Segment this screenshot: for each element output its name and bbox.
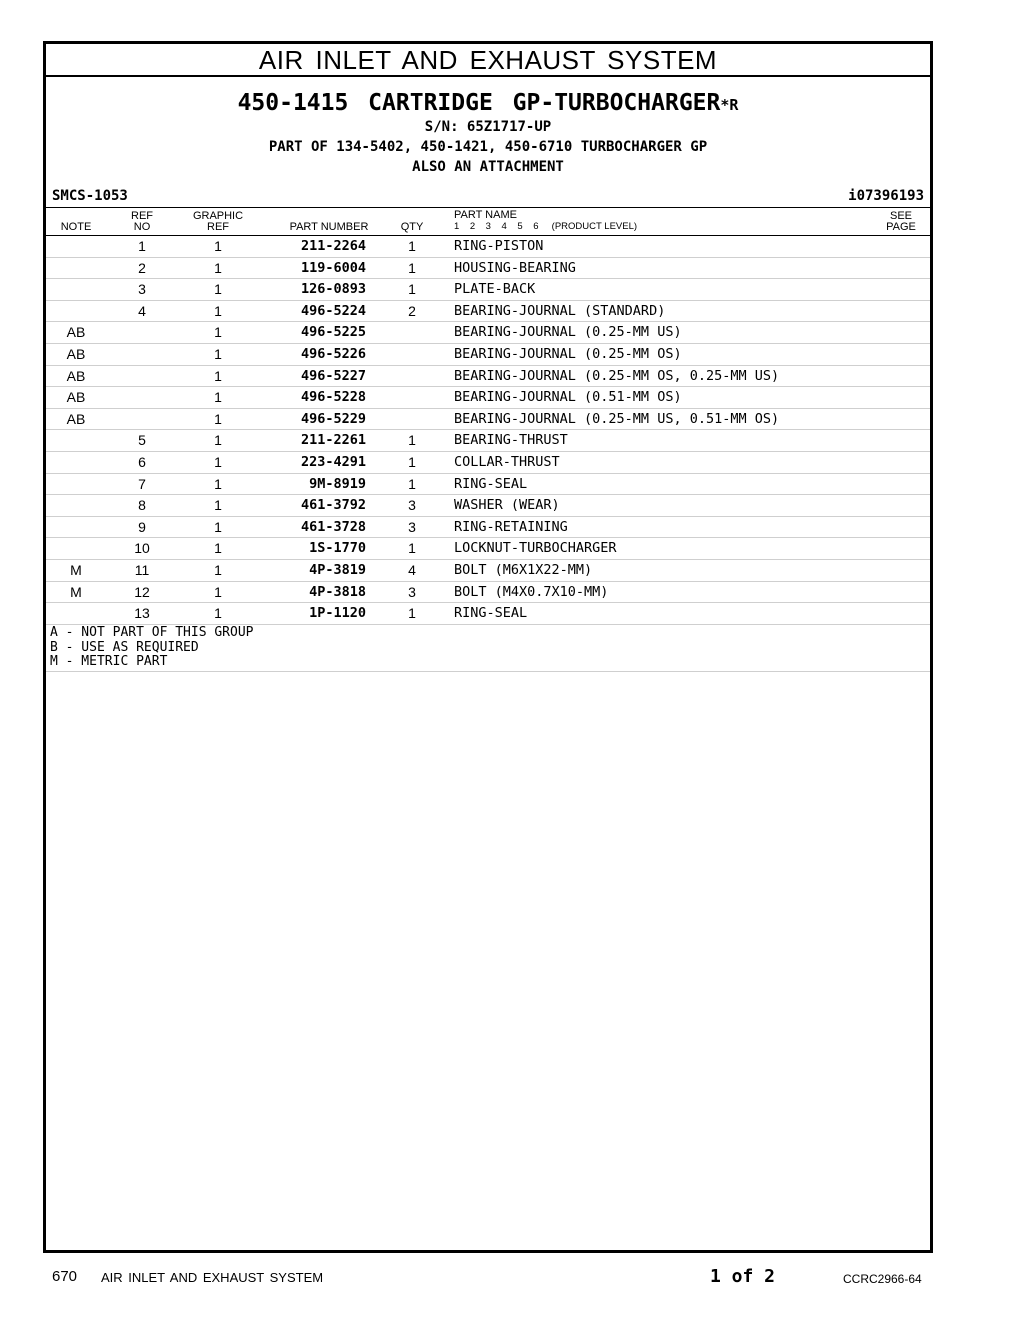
row-part-number: 1P-1120 <box>309 605 366 622</box>
row-graphic-ref: 1 <box>214 324 222 341</box>
row-part-name: BEARING-JOURNAL (STANDARD) <box>454 302 666 319</box>
col-part-name: PART NAME <box>454 209 517 221</box>
row-ref-no: 7 <box>138 475 146 492</box>
col-product-level: 1 2 3 4 5 6 (PRODUCT LEVEL) <box>454 221 638 232</box>
row-graphic-ref: 1 <box>214 605 222 622</box>
row-graphic-ref: 1 <box>214 345 222 362</box>
row-qty: 1 <box>408 605 416 622</box>
row-ref-no: 6 <box>138 453 146 470</box>
row-ref-no: 2 <box>138 259 146 276</box>
table-row <box>46 387 930 409</box>
parts-table <box>46 236 930 625</box>
row-ref-no: 8 <box>138 497 146 514</box>
row-note: AB <box>66 389 86 406</box>
page-of: 1 of 2 <box>710 1266 776 1287</box>
row-part-name: BEARING-THRUST <box>454 432 568 449</box>
row-part-number: 211-2261 <box>300 432 366 449</box>
table-row <box>46 279 930 301</box>
section-title: AIR INLET AND EXHAUST SYSTEM <box>46 44 930 77</box>
parts-page-frame <box>43 41 933 1253</box>
col-graphic-ref-top: GRAPHIC <box>192 210 244 222</box>
row-graphic-ref: 1 <box>214 238 222 254</box>
row-part-number: 461-3792 <box>300 497 366 514</box>
notes-legend <box>50 626 934 670</box>
row-part-number: 9M-8919 <box>309 475 366 492</box>
row-part-name: BOLT (M4X0.7X10-MM) <box>454 583 609 600</box>
col-ref-no-bottom: NO <box>133 221 151 233</box>
row-part-name: LOCKNUT-TURBOCHARGER <box>454 540 617 557</box>
table-row <box>46 366 930 388</box>
row-graphic-ref: 1 <box>214 367 222 384</box>
row-graphic-ref: 1 <box>214 259 222 276</box>
row-qty: 3 <box>408 518 416 535</box>
row-part-number: 496-5229 <box>300 410 366 427</box>
table-row <box>46 582 930 604</box>
col-see-page-top: SEE <box>889 210 912 222</box>
group-header <box>46 77 930 177</box>
row-qty: 4 <box>408 561 416 578</box>
smcs-code: SMCS-1053 <box>52 188 128 204</box>
row-qty: 1 <box>408 259 416 276</box>
row-note: AB <box>66 324 86 341</box>
row-part-name: WASHER (WEAR) <box>454 497 560 514</box>
note-a: A - NOT PART OF THIS GROUP <box>50 625 254 640</box>
table-row <box>46 538 930 560</box>
footer-system: AIR INLET AND EXHAUST SYSTEM <box>101 1270 324 1285</box>
col-note: NOTE <box>60 221 92 233</box>
row-part-name: BEARING-JOURNAL (0.25-MM OS, 0.25-MM US) <box>454 367 780 384</box>
part-of-line: PART OF 134-5402, 450-1421, 450-6710 TURBOCHARGER GP <box>268 139 708 155</box>
row-ref-no: 11 <box>134 561 150 578</box>
table-row <box>46 495 930 517</box>
row-part-number: 4P-3818 <box>309 583 366 600</box>
group-title-suffix: *R <box>720 96 739 114</box>
document-id: i07396193 <box>848 188 924 204</box>
row-note: AB <box>66 345 86 362</box>
row-part-name: RING-PISTON <box>454 238 544 254</box>
row-ref-no: 13 <box>134 605 150 622</box>
row-qty: 3 <box>408 497 416 514</box>
row-part-number: 126-0893 <box>300 281 366 298</box>
row-part-number: 461-3728 <box>300 518 366 535</box>
notes-divider <box>46 671 930 672</box>
smcs-row <box>52 186 924 206</box>
row-part-number: 496-5228 <box>300 389 366 406</box>
row-part-name: PLATE-BACK <box>454 281 536 298</box>
row-qty: 1 <box>408 475 416 492</box>
serial-number: S/N: 65Z1717-UP <box>424 119 552 135</box>
row-qty: 3 <box>408 583 416 600</box>
row-part-name: BEARING-JOURNAL (0.25-MM OS) <box>454 345 682 362</box>
row-part-name: RING-RETAINING <box>454 518 568 535</box>
row-ref-no: 4 <box>138 302 146 319</box>
group-title <box>46 89 930 117</box>
table-row <box>46 344 930 366</box>
row-qty: 1 <box>408 281 416 298</box>
table-row <box>46 603 930 625</box>
table-row <box>46 430 930 452</box>
table-row <box>46 517 930 539</box>
row-part-number: 211-2264 <box>300 238 366 254</box>
row-part-name: RING-SEAL <box>454 475 528 492</box>
row-part-number: 496-5226 <box>300 345 366 362</box>
table-row <box>46 409 930 431</box>
row-part-number: 496-5224 <box>300 302 366 319</box>
row-part-number: 496-5227 <box>300 367 366 384</box>
row-note: M <box>70 561 82 578</box>
group-title-text: 450-1415 CARTRIDGE GP-TURBOCHARGER <box>237 90 721 116</box>
row-part-name: BEARING-JOURNAL (0.25-MM US) <box>454 324 682 341</box>
row-graphic-ref: 1 <box>214 518 222 535</box>
row-graphic-ref: 1 <box>214 540 222 557</box>
table-row <box>46 452 930 474</box>
row-graphic-ref: 1 <box>214 432 222 449</box>
row-ref-no: 9 <box>138 518 146 535</box>
row-part-name: BEARING-JOURNAL (0.51-MM OS) <box>454 389 682 406</box>
row-part-name: BOLT (M6X1X22-MM) <box>454 561 593 578</box>
table-row <box>46 322 930 344</box>
row-qty: 1 <box>408 238 416 254</box>
row-graphic-ref: 1 <box>214 561 222 578</box>
row-part-name: RING-SEAL <box>454 605 528 622</box>
note-m: M - METRIC PART <box>50 654 168 670</box>
row-part-number: 1S-1770 <box>309 540 366 557</box>
page-number: 670 <box>52 1268 78 1285</box>
table-row <box>46 474 930 496</box>
row-note: AB <box>66 410 86 427</box>
row-ref-no: 3 <box>138 281 146 298</box>
row-part-number: 223-4291 <box>300 453 366 470</box>
col-ref-no-top: REF <box>131 210 153 222</box>
table-row <box>46 301 930 323</box>
row-ref-no: 12 <box>134 583 150 600</box>
row-graphic-ref: 1 <box>214 453 222 470</box>
row-part-name: COLLAR-THRUST <box>454 453 560 470</box>
row-note: M <box>70 583 82 600</box>
row-note: AB <box>66 367 86 384</box>
row-graphic-ref: 1 <box>214 389 222 406</box>
row-graphic-ref: 1 <box>214 410 222 427</box>
row-graphic-ref: 1 <box>214 583 222 600</box>
row-qty: 1 <box>408 453 416 470</box>
col-graphic-ref-bottom: REF <box>207 221 229 233</box>
page-footer <box>0 1262 1020 1292</box>
attachment-line: ALSO AN ATTACHMENT <box>412 159 564 175</box>
table-row <box>46 258 930 280</box>
row-part-number: 119-6004 <box>300 259 366 276</box>
row-ref-no: 10 <box>134 540 150 557</box>
table-row <box>46 560 930 582</box>
row-part-name: HOUSING-BEARING <box>454 259 576 276</box>
row-graphic-ref: 1 <box>214 497 222 514</box>
row-ref-no: 1 <box>138 238 146 254</box>
col-part-number: PART NUMBER <box>289 221 369 233</box>
row-qty: 1 <box>408 540 416 557</box>
table-header <box>46 207 930 236</box>
col-qty: QTY <box>400 221 424 233</box>
row-qty: 1 <box>408 432 416 449</box>
row-part-name: BEARING-JOURNAL (0.25-MM US, 0.51-MM OS) <box>454 410 780 427</box>
col-see-page-bottom: PAGE <box>886 221 916 233</box>
row-qty: 2 <box>408 302 416 319</box>
footer-code: CCRC2966-64 <box>843 1272 922 1286</box>
note-b: B - USE AS REQUIRED <box>50 639 199 655</box>
row-graphic-ref: 1 <box>214 475 222 492</box>
row-graphic-ref: 1 <box>214 302 222 319</box>
row-graphic-ref: 1 <box>214 281 222 298</box>
row-part-number: 496-5225 <box>300 324 366 341</box>
row-ref-no: 5 <box>138 432 146 449</box>
row-part-number: 4P-3819 <box>309 561 366 578</box>
table-row <box>46 236 930 258</box>
